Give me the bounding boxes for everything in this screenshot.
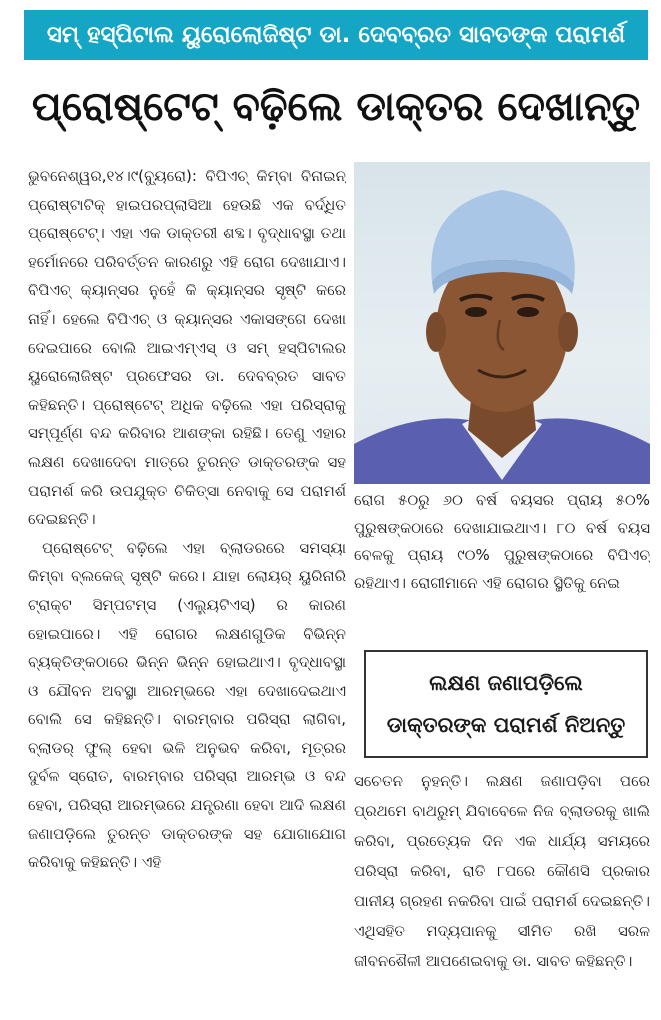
doctor-portrait-illustration [354,162,650,484]
article-body-right-top [354,487,650,637]
paragraph-intro: ଭୁବନେଶ୍ୱର,୧୪।୯(ବ୍ୟୁରୋ): ବିପିଏଚ୍ କିମ୍ବା ବିନାଇନ୍ ପ୍ରୋଷ୍ଟାଟିକ୍ ହାଇପରପ୍ଲାସିଆ ହେଉଛି ଏକ ବର୍ଦ୍ଧିତ ପ୍ରୋଷ୍ଟେଟ୍। ଏହା ଏକ ଡାକ୍ତରୀ ଶବ୍ଦ। ବୃଦ୍ଧାବସ୍ଥା ତଥା ହର୍ମୋନରେ ପରିବର୍ତ୍ତନ କାରଣରୁ ଏହି ରୋଗ ଦେଖାଯାଏ। ବିପିଏଚ୍ କ୍ୟାନ୍ସର ନୁହେଁ କି କ୍ୟାନ୍ସର ସୃଷ୍ଟି କରେ ନାହିଁ। ହେଲେ ବିପିଏଚ୍ ଓ କ୍ୟାନ୍ସର ଏକାସଙ୍ଗେ ଦେଖା ଦେଇପାରେ ବୋଲି ଆଇଏମ୍ଏସ୍ ଓ ସମ୍ ହସ୍ପିଟାଲର ୟୁରୋଲୋଜିଷ୍ଟ ପ୍ରଫେସର ଡା. ଦେବବ୍ରତ ସାବତ କହିଛନ୍ତି। ପ୍ରୋଷ୍ଟେଟ୍ ଅଧିକ ବଢ଼ିଲେ ଏହା ପରିସ୍ରାକୁ ସମ୍ପୂର୍ଣ୍ଣ ବନ୍ଦ କରିବାର ଆଶଙ୍କା ରହିଛି। ତେଣୁ ଏହାର ଲକ୍ଷଣ ଦେଖାଦେବା ମାତ୍ରେ ତୁରନ୍ତ ଡାକ୍ତରଙ୍କ ସହ ପରାମର୍ଶ କରି ଉପଯୁକ୍ତ ଚିକିତ୍ସା ନେବାକୁ ସେ ପରାମର୍ଶ ଦେଇଛନ୍ତି। [28,167,346,529]
doctor-portrait-photo [354,162,650,484]
paragraph-symptoms: ପ୍ରୋଷ୍ଟେଟ୍ ବଢ଼ିଲେ ଏହା ବ୍ଲାଡରରେ ସମସ୍ୟା କିମ୍ବା ବ୍ଲକେଜ୍ ସୃଷ୍ଟି କରେ। ଯାହା ଲୋୟର୍ ୟୁରିନାରି ଟ୍ରାକ୍ଟ ସିମ୍ପଟମ୍ସ (ଏଲ୍ୟୁଟିଏସ୍) ର କାରଣ ହୋଇପାରେ। ଏହି ରୋଗର ଲକ୍ଷଣଗୁଡିକ ବିଭିନ୍ନ ବ୍ୟକ୍ତିଙ୍କଠାରେ ଭିନ୍ନ ଭିନ୍ନ ହୋଇଥାଏ। ବୃଦ୍ଧାବସ୍ଥା ଓ ଯୌବନ ଅବସ୍ଥା ଆରମ୍ଭରେ ଏହା ଦେଖାଦେଇଥାଏ ବୋଲି ସେ କହିଛନ୍ତି। ବାରମ୍ବାର ପରିସ୍ରା ଲାଗିବା, ବ୍ଲାଡର୍ ଫୁଲ୍ ହେବା ଭଳି ଅନୁଭବ କରିବା, ମୂତ୍ରର ଦୁର୍ବଳ ସ୍ରୋତ, ବାରମ୍ବାର ପରିସ୍ରା ଆରମ୍ଭ ଓ ବନ୍ଦ ହେବା, ପରିସ୍ରା ଆରମ୍ଭରେ ଯନ୍ତ୍ରଣା ହେବା ଆଦି ଲକ୍ଷଣ ଜଣାପଡ଼ିଲେ ତୁରନ୍ତ ଡାକ୍ତରଙ୍କ ସହ ଯୋଗାଯୋଗ କରିବାକୁ କହିଛନ୍ତି। ଏହି [28,538,346,872]
subheading-box [364,650,648,758]
paragraph-prevalence: ରୋଗ ୫୦ରୁ ୬୦ ବର୍ଷ ବୟସର ପ୍ରାୟ ୫୦% ପୁରୁଷଙ୍କଠାରେ ଦେଖାଯାଇଥାଏ। ୮୦ ବର୍ଷ ବୟସ ବେଳକୁ ପ୍ରାୟ ୯୦% ପୁରୁଷଙ୍କଠାରେ ବିପିଏଚ୍ ରହିଥାଏ। ରୋଗୀମାନେ ଏହି ରୋଗର ସ୍ଥିତିକୁ ନେଇ [354,491,650,592]
headline: ପ୍ରୋଷ୍ଟେଟ୍ ବଢ଼ିଲେ ଡାକ୍ତର ଦେଖାନ୍ତୁ [31,84,641,130]
article-body-right-bottom [354,766,650,1016]
article-body-left-column [28,162,346,1012]
kicker-text: ସମ୍ ହସ୍ପିଟାଲ ୟୁରୋଲୋଜିଷ୍ଟ ଡା. ଦେବବ୍ରତ ସାବତଙ୍କ ପରାମର୍ଶ [46,22,626,48]
kicker-banner [24,10,648,60]
subheading-line-2: ଡାକ୍ତରଙ୍କ ପରାମର୍ଶ ନିଅନ୍ତୁ [386,713,626,737]
paragraph-advice: ସଚେତନ ନୁହନ୍ତି। ଲକ୍ଷଣ ଜଣାପଡ଼ିବା ପରେ ପ୍ରଥମେ ବାଥରୁମ୍ ଯିବାବେଳେ ନିଜ ବ୍ଲାଡରକୁ ଖାଲି କରିବା, ପ୍ରତ୍ୟେକ ଦିନ ଏକ ଧାର୍ଯ୍ୟ ସମୟରେ ପରିସ୍ରା କରିବା, ରାତି ୮ପରେ କୌଣସି ପ୍ରକାର ପାନୀୟ ଗ୍ରହଣ ନକରିବା ପାଇଁ ପରାମର୍ଶ ଦେଇଛନ୍ତି। ଏଥିସହିତ ମଦ୍ୟପାନକୁ ସୀମିତ ରଖି ସରଳ ଜୀବନଶୈଳୀ ଆପଣେଇବାକୁ ଡା. ସାବତ କହିଛନ୍ତି। [354,772,650,970]
subheading-line-1: ଲକ୍ଷଣ ଜଣାପଡ଼ିଲେ [429,671,583,695]
